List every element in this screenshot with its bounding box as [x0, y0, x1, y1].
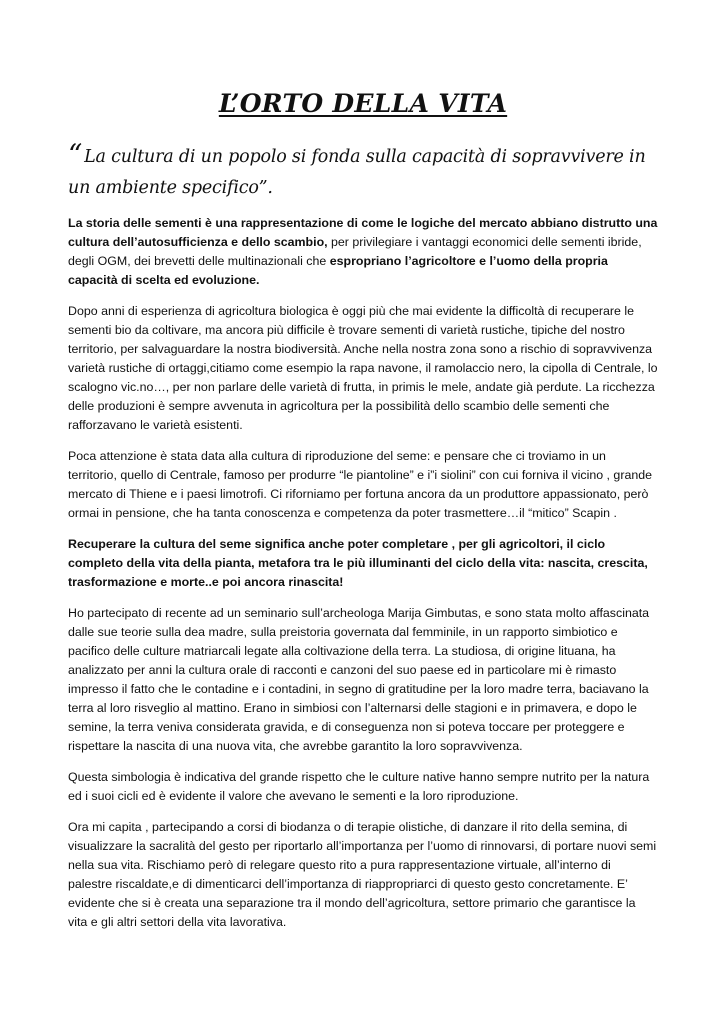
paragraph-1-bold-start: La storia delle sementi è una rappresentazione di come le logiche del mercato abbiano distrutto una cultura dell’autosufficienza e dello scambio,: [68, 216, 658, 249]
open-quote-mark: “: [68, 138, 83, 171]
paragraph-1-bold-end: espropriano l’agricoltore e l’uomo della propria capacità di scelta ed evoluzione.: [68, 254, 608, 287]
paragraph-4: [68, 535, 658, 592]
document-title: L’ORTO DELLA VITA: [218, 89, 508, 118]
paragraph-5: Ho partecipato di recente ad un seminario sull’archeologa Marija Gimbutas, e sono stata molto affascinata dalle sue teorie sulla dea madre, sulla preistoria governata dal femminile, in un rapporto simbiotico e pacifico delle culture matriarcali legate alla coltivazione della terra. La studiosa, di origine lituana, ha analizzato per anni la cultura orale di racconti e canzoni del suo paese ed in particolare mi è rimasto impresso il fatto che le contadine e i contadini, in segno di gratitudine per la loro madre terra, baciavano la terra al loro risveglio al mattino. Erano in simbiosi con l’alternarsi delle stagioni e in primavera, e dopo le semine, la terra veniva considerata gravida, e di conseguenza non si poteva toccare per proteggere e rispettare la nascita di una nuova vita, che avrebbe garantito la loro sopravvivenza.: [68, 606, 650, 753]
paragraph-4-bold: Recuperare la cultura del seme significa anche poter completare , per gli agricoltori, il ciclo completo della vita della pianta, metafora tra le più illuminanti del ciclo della vita: nascita, crescita, trasformazione e morte..e poi ancora rinascita!: [68, 537, 648, 589]
paragraph-1: [68, 214, 658, 290]
epigraph-quote: [68, 138, 658, 204]
paragraph-7: Ora mi capita , partecipando a corsi di biodanza o di terapie olistiche, di danzare il rito della semina, di visualizzare la sacralità del gesto per riportarlo all’importanza per l’uomo di rinnovarsi, di portare nuovi semi nella sua vita. Rischiamo però di relegare questo rito a pura rappresentazione virtuale, all’interno di palestre riscaldate,e di dimenticarci dell’importanza di riappropriarci di questo gesto concretamente. E’ evidente che si è creata una separazione tra il mondo dell’agricoltura, settore primario che garantisce la vita e gli altri settori della vita lavorativa.: [68, 820, 657, 929]
paragraph-6: Questa simbologia è indicativa del grande rispetto che le culture native hanno sempre nutrito per la natura ed i suoi cicli ed è evidente il valore che avevano le sementi e la loro riproduzione.: [68, 770, 650, 803]
paragraph-2: Dopo anni di esperienza di agricoltura biologica è oggi più che mai evidente la difficoltà di recuperare le sementi bio da coltivare, ma ancora più difficile è trovare sementi di varietà rustiche, tipiche del nostro territorio, per salvaguardare la nostra biodiversità. Anche nella nostra zona sono a rischio di sopravvivenza varietà rustiche di ortaggi,citiamo come esempio la rapa navone, il ramolaccio nero, la cipolla di Centrale, lo scalogno vic.no…, per non parlare delle varietà di frutta, in primis le mele, andate già perdute. La ricchezza delle produzioni è sempre avvenuta in agricoltura per la possibilità dello scambio delle sementi che rafforzavano le varietà esistenti.: [68, 304, 658, 432]
paragraph-3: Poca attenzione è stata data alla cultura di riproduzione del seme: e pensare che ci troviamo in un territorio, quello di Centrale, famoso per produrre “le piantoline” e i”i siolini” con cui forniva il vicino , grande mercato di Thiene e i paesi limotrofi. Ci riforniamo per fortuna ancora da un produttore appassionato, però ormai in pensione, che ha tanta conoscenza e competenza da poter trasmettere…il “mitico” Scapin .: [68, 449, 653, 520]
quote-text: La cultura di un popolo si fonda sulla capacità di sopravvivere in un ambiente specifico”.: [68, 147, 646, 198]
document-page: [68, 88, 658, 944]
paragraph-1-normal: per privilegiare i vantaggi economici delle sementi ibride, degli OGM, dei brevetti delle multinazionali che: [68, 235, 642, 268]
